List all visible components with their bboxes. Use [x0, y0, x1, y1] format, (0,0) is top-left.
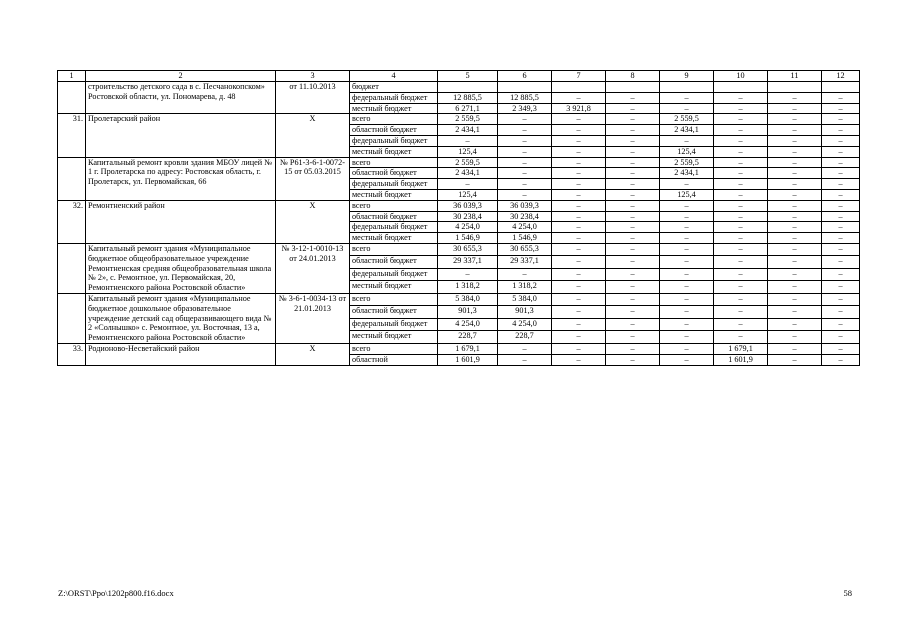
amount-cell: 2 559,5	[438, 157, 498, 168]
amount-cell: 125,4	[438, 146, 498, 157]
amount-cell: 125,4	[660, 189, 714, 200]
amount-cell: 1 679,1	[714, 343, 768, 354]
amount-cell: –	[552, 331, 606, 344]
amount-cell: –	[606, 125, 660, 136]
amount-cell: 36 039,3	[498, 200, 552, 211]
amount-cell: –	[552, 114, 606, 125]
amount-cell: –	[822, 306, 860, 318]
amount-cell: –	[768, 268, 822, 280]
amount-cell: –	[714, 222, 768, 233]
amount-cell	[438, 82, 498, 93]
amount-cell: –	[822, 92, 860, 103]
funding-source: всего	[350, 157, 438, 168]
amount-cell: –	[822, 168, 860, 179]
amount-cell: –	[768, 343, 822, 354]
amount-cell: –	[660, 222, 714, 233]
amount-cell: 1 318,2	[438, 281, 498, 294]
amount-cell: 1 318,2	[498, 281, 552, 294]
funding-source: местный бюджет	[350, 233, 438, 244]
amount-cell	[822, 82, 860, 93]
amount-cell: –	[606, 331, 660, 344]
column-number: 9	[660, 71, 714, 82]
budget-table	[57, 70, 860, 366]
amount-cell: –	[768, 306, 822, 318]
amount-cell: –	[714, 331, 768, 344]
amount-cell: 4 254,0	[438, 318, 498, 330]
amount-cell: –	[498, 168, 552, 179]
amount-cell: –	[498, 157, 552, 168]
amount-cell: 2 559,5	[660, 114, 714, 125]
amount-cell: –	[768, 146, 822, 157]
amount-cell: –	[768, 318, 822, 330]
amount-cell: –	[768, 331, 822, 344]
object-name: Капитальный ремонт здания «Муниципальное бюджетное дошкольное образовательное учреждение детский сад общеразвивающего вида № 2 «Солнышко» с. Ремонтное, ул. Восточная, 13 а, Ремонтненского района Ростовской области»	[86, 293, 276, 343]
amount-cell: –	[606, 256, 660, 268]
amount-cell: 4 254,0	[498, 318, 552, 330]
amount-cell: –	[714, 103, 768, 114]
amount-cell: –	[606, 114, 660, 125]
funding-source: федеральный бюджет	[350, 92, 438, 103]
document-ref: Х	[276, 200, 350, 243]
amount-cell: –	[714, 168, 768, 179]
amount-cell: –	[768, 200, 822, 211]
amount-cell: –	[822, 157, 860, 168]
amount-cell: –	[606, 135, 660, 146]
amount-cell: 29 337,1	[438, 256, 498, 268]
amount-cell: –	[660, 343, 714, 354]
amount-cell: –	[660, 92, 714, 103]
amount-cell: –	[606, 211, 660, 222]
amount-cell: –	[768, 92, 822, 103]
amount-cell: 1 546,9	[438, 233, 498, 244]
table-row	[58, 157, 860, 168]
amount-cell: 2 434,1	[438, 168, 498, 179]
amount-cell: –	[552, 189, 606, 200]
table-row	[58, 82, 860, 93]
amount-cell: –	[498, 114, 552, 125]
amount-cell: –	[822, 114, 860, 125]
amount-cell: –	[822, 103, 860, 114]
amount-cell: –	[606, 103, 660, 114]
amount-cell: 30 238,4	[498, 211, 552, 222]
object-name: Родионово-Несветайский район	[86, 343, 276, 365]
amount-cell: –	[606, 281, 660, 294]
amount-cell: –	[714, 243, 768, 255]
amount-cell: –	[660, 318, 714, 330]
amount-cell: –	[498, 125, 552, 136]
amount-cell: –	[552, 168, 606, 179]
row-number	[58, 243, 86, 293]
amount-cell	[552, 82, 606, 93]
funding-source: местный бюджет	[350, 331, 438, 344]
amount-cell: –	[768, 168, 822, 179]
document-ref: № Р61-3-6-1-0072-15 от 05.03.2015	[276, 157, 350, 200]
page-number: 58	[843, 588, 852, 598]
amount-cell: –	[552, 281, 606, 294]
amount-cell: 3 921,8	[552, 103, 606, 114]
amount-cell: –	[660, 200, 714, 211]
amount-cell: –	[660, 179, 714, 190]
amount-cell: 5 384,0	[498, 293, 552, 305]
amount-cell: 30 655,3	[498, 243, 552, 255]
funding-source: федеральный бюджет	[350, 135, 438, 146]
amount-cell: 12 885,5	[498, 92, 552, 103]
amount-cell: –	[714, 281, 768, 294]
funding-source: областной	[350, 354, 438, 365]
amount-cell: –	[606, 354, 660, 365]
amount-cell: –	[552, 135, 606, 146]
amount-cell	[660, 82, 714, 93]
amount-cell: –	[768, 103, 822, 114]
amount-cell: –	[822, 268, 860, 280]
amount-cell: –	[606, 200, 660, 211]
amount-cell: –	[552, 343, 606, 354]
amount-cell: –	[822, 222, 860, 233]
amount-cell: –	[606, 168, 660, 179]
amount-cell: –	[822, 233, 860, 244]
amount-cell: 1 601,9	[714, 354, 768, 365]
amount-cell: –	[822, 331, 860, 344]
funding-source: местный бюджет	[350, 189, 438, 200]
document-ref: Х	[276, 114, 350, 157]
amount-cell: –	[660, 268, 714, 280]
amount-cell: –	[606, 268, 660, 280]
amount-cell: –	[822, 256, 860, 268]
amount-cell: –	[714, 146, 768, 157]
document-ref: № 3-6-1-0034-13 от 21.01.2013	[276, 293, 350, 343]
amount-cell: –	[822, 354, 860, 365]
funding-source: местный бюджет	[350, 103, 438, 114]
amount-cell: –	[714, 189, 768, 200]
amount-cell: –	[552, 318, 606, 330]
amount-cell: –	[606, 157, 660, 168]
amount-cell: –	[714, 114, 768, 125]
column-number: 11	[768, 71, 822, 82]
amount-cell: 4 254,0	[438, 222, 498, 233]
amount-cell: –	[822, 146, 860, 157]
amount-cell: –	[714, 268, 768, 280]
amount-cell: –	[822, 125, 860, 136]
amount-cell: –	[714, 256, 768, 268]
amount-cell: –	[714, 135, 768, 146]
funding-source: местный бюджет	[350, 146, 438, 157]
column-number: 2	[86, 71, 276, 82]
funding-source: всего	[350, 243, 438, 255]
amount-cell: 2 434,1	[660, 125, 714, 136]
column-number: 5	[438, 71, 498, 82]
amount-cell: –	[660, 306, 714, 318]
amount-cell: –	[714, 157, 768, 168]
amount-cell: 4 254,0	[498, 222, 552, 233]
amount-cell: 1 601,9	[438, 354, 498, 365]
amount-cell: –	[768, 256, 822, 268]
amount-cell: 1 679,1	[438, 343, 498, 354]
funding-source: всего	[350, 114, 438, 125]
amount-cell: 36 039,3	[438, 200, 498, 211]
column-number-row	[58, 71, 860, 82]
amount-cell: –	[660, 243, 714, 255]
table-row	[58, 200, 860, 211]
amount-cell	[498, 82, 552, 93]
column-number: 7	[552, 71, 606, 82]
table-row	[58, 343, 860, 354]
amount-cell: –	[714, 318, 768, 330]
amount-cell: –	[660, 256, 714, 268]
amount-cell: –	[768, 135, 822, 146]
funding-source: всего	[350, 293, 438, 305]
document-ref: Х	[276, 343, 350, 365]
funding-source: всего	[350, 200, 438, 211]
amount-cell	[714, 82, 768, 93]
amount-cell: –	[768, 243, 822, 255]
amount-cell: –	[552, 125, 606, 136]
row-number	[58, 293, 86, 343]
amount-cell: –	[552, 243, 606, 255]
amount-cell: –	[552, 293, 606, 305]
amount-cell: –	[714, 125, 768, 136]
amount-cell: –	[822, 243, 860, 255]
funding-source: всего	[350, 343, 438, 354]
amount-cell: –	[768, 179, 822, 190]
amount-cell: –	[714, 293, 768, 305]
amount-cell: –	[660, 281, 714, 294]
amount-cell: –	[498, 179, 552, 190]
amount-cell: –	[714, 92, 768, 103]
column-number: 10	[714, 71, 768, 82]
amount-cell: –	[552, 233, 606, 244]
amount-cell: –	[768, 125, 822, 136]
column-number: 1	[58, 71, 86, 82]
amount-cell: –	[768, 189, 822, 200]
column-number: 8	[606, 71, 660, 82]
amount-cell: –	[822, 293, 860, 305]
amount-cell	[768, 82, 822, 93]
amount-cell: 125,4	[438, 189, 498, 200]
amount-cell: –	[660, 135, 714, 146]
amount-cell: 5 384,0	[438, 293, 498, 305]
amount-cell: –	[606, 146, 660, 157]
amount-cell: –	[768, 281, 822, 294]
table-row	[58, 293, 860, 305]
amount-cell: –	[606, 179, 660, 190]
amount-cell: –	[606, 189, 660, 200]
funding-source: бюджет	[350, 82, 438, 93]
column-number: 6	[498, 71, 552, 82]
amount-cell: –	[498, 146, 552, 157]
amount-cell: 228,7	[438, 331, 498, 344]
row-number	[58, 157, 86, 200]
amount-cell	[606, 82, 660, 93]
amount-cell: –	[768, 222, 822, 233]
object-name: Капитальный ремонт здания «Муниципальное бюджетное общеобразовательное учреждение Ремонтненская средняя общеобразовательная школа № 2», с. Ремонтное, ул. Первомайская, 20, Ремонтненского района Ростовской области»	[86, 243, 276, 293]
amount-cell: –	[768, 354, 822, 365]
amount-cell: –	[822, 189, 860, 200]
table-row	[58, 243, 860, 255]
funding-source: областной бюджет	[350, 168, 438, 179]
amount-cell: 12 885,5	[438, 92, 498, 103]
amount-cell: –	[660, 211, 714, 222]
amount-cell: –	[438, 135, 498, 146]
row-number: 33.	[58, 343, 86, 365]
amount-cell: –	[606, 318, 660, 330]
amount-cell: –	[660, 233, 714, 244]
amount-cell: –	[660, 293, 714, 305]
amount-cell: –	[822, 135, 860, 146]
amount-cell: –	[552, 354, 606, 365]
amount-cell: –	[822, 179, 860, 190]
amount-cell: 30 655,3	[438, 243, 498, 255]
amount-cell: –	[606, 92, 660, 103]
object-name: Ремонтненский район	[86, 200, 276, 243]
funding-source: федеральный бюджет	[350, 268, 438, 280]
amount-cell: 30 238,4	[438, 211, 498, 222]
amount-cell: –	[768, 293, 822, 305]
amount-cell: –	[552, 146, 606, 157]
amount-cell: –	[498, 189, 552, 200]
amount-cell: 228,7	[498, 331, 552, 344]
amount-cell: –	[714, 179, 768, 190]
amount-cell: –	[714, 306, 768, 318]
file-path: Z:\ORST\Ppo\1202p800.f16.docx	[58, 588, 174, 598]
funding-source: областной бюджет	[350, 125, 438, 136]
amount-cell: –	[606, 243, 660, 255]
amount-cell: –	[768, 233, 822, 244]
object-name: Капитальный ремонт кровли здания МБОУ лицей № 1 г. Пролетарска по адресу: Ростовская область, г. Пролетарск, ул. Первомайская, 66	[86, 157, 276, 200]
amount-cell: –	[822, 318, 860, 330]
amount-cell: –	[552, 268, 606, 280]
amount-cell: –	[498, 354, 552, 365]
funding-source: федеральный бюджет	[350, 179, 438, 190]
amount-cell: –	[498, 343, 552, 354]
amount-cell: –	[768, 157, 822, 168]
amount-cell: –	[660, 354, 714, 365]
amount-cell: –	[822, 200, 860, 211]
amount-cell: –	[822, 211, 860, 222]
column-number: 12	[822, 71, 860, 82]
column-number: 4	[350, 71, 438, 82]
amount-cell: –	[606, 233, 660, 244]
amount-cell: –	[552, 306, 606, 318]
object-name: Пролетарский район	[86, 114, 276, 157]
funding-source: областной бюджет	[350, 256, 438, 268]
amount-cell: –	[768, 114, 822, 125]
amount-cell: 2 434,1	[438, 125, 498, 136]
amount-cell: –	[552, 157, 606, 168]
amount-cell: 901,3	[438, 306, 498, 318]
amount-cell: –	[606, 293, 660, 305]
amount-cell: 2 559,5	[438, 114, 498, 125]
amount-cell: –	[714, 233, 768, 244]
amount-cell: –	[438, 179, 498, 190]
document-ref: № 3-12-1-0010-13 от 24.01.2013	[276, 243, 350, 293]
amount-cell: 6 271,1	[438, 103, 498, 114]
amount-cell: –	[822, 281, 860, 294]
row-number: 31.	[58, 114, 86, 157]
amount-cell: 901,3	[498, 306, 552, 318]
amount-cell: 2 349,3	[498, 103, 552, 114]
amount-cell: –	[438, 268, 498, 280]
object-name: строительство детского сада в с. Песчанокопском» Ростовской области, ул. Пономарева, д. 48	[86, 82, 276, 114]
amount-cell: –	[606, 306, 660, 318]
amount-cell: –	[552, 200, 606, 211]
amount-cell: –	[552, 222, 606, 233]
amount-cell: –	[552, 179, 606, 190]
amount-cell: –	[714, 211, 768, 222]
amount-cell: 29 337,1	[498, 256, 552, 268]
amount-cell: –	[552, 92, 606, 103]
amount-cell: –	[606, 222, 660, 233]
amount-cell: 2 559,5	[660, 157, 714, 168]
funding-source: областной бюджет	[350, 211, 438, 222]
column-number: 3	[276, 71, 350, 82]
funding-source: федеральный бюджет	[350, 222, 438, 233]
amount-cell: –	[660, 103, 714, 114]
amount-cell: 125,4	[660, 146, 714, 157]
document-ref: от 11.10.2013	[276, 82, 350, 114]
amount-cell: –	[606, 343, 660, 354]
amount-cell: –	[714, 200, 768, 211]
amount-cell: 1 546,9	[498, 233, 552, 244]
amount-cell: –	[822, 343, 860, 354]
amount-cell: –	[552, 211, 606, 222]
funding-source: местный бюджет	[350, 281, 438, 294]
funding-source: областной бюджет	[350, 306, 438, 318]
amount-cell: –	[498, 135, 552, 146]
amount-cell: –	[768, 211, 822, 222]
table-row	[58, 114, 860, 125]
amount-cell: –	[552, 256, 606, 268]
amount-cell: –	[660, 331, 714, 344]
row-number: 32.	[58, 200, 86, 243]
funding-source: федеральный бюджет	[350, 318, 438, 330]
row-number	[58, 82, 86, 114]
amount-cell: 2 434,1	[660, 168, 714, 179]
amount-cell: –	[498, 268, 552, 280]
